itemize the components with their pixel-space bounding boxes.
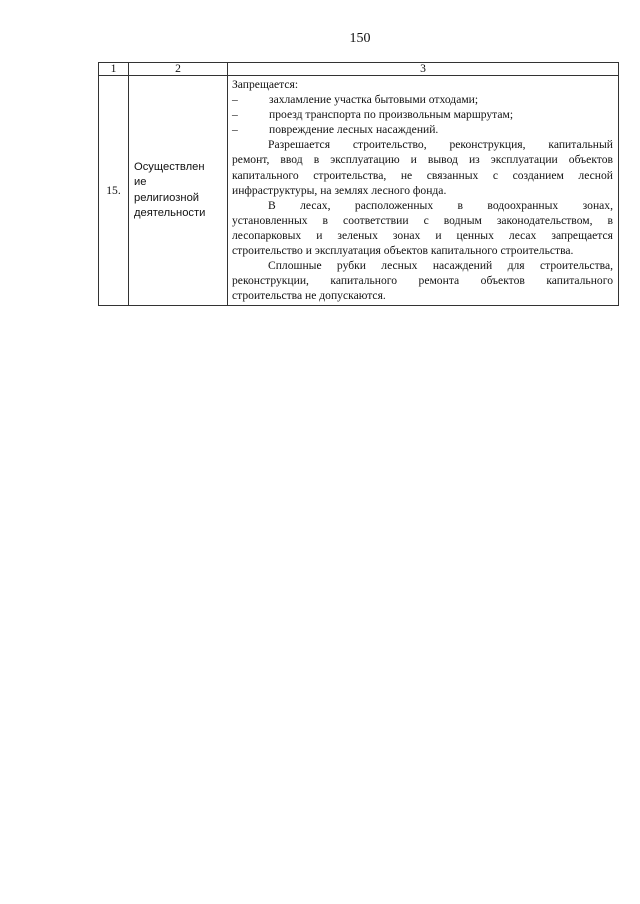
- table-header-row: [99, 63, 619, 76]
- header-col-1: 1: [99, 63, 129, 76]
- list-item-text: проезд транспорта по произвольным маршрутам;: [269, 108, 514, 122]
- list-item-text: захламление участка бытовыми отходами;: [269, 93, 479, 107]
- text-line: установленных в соответствии с водным законодательством, в: [232, 213, 613, 227]
- text-line: ремонт, ввод в эксплуатацию и вывод из эксплуатации объектов: [232, 153, 613, 167]
- activity-line: ие: [134, 176, 147, 189]
- text-line: В лесах, расположенных в водоохранных зонах,: [268, 198, 613, 212]
- page-number: 150: [349, 31, 371, 46]
- list-item-text: повреждение лесных насаждений.: [269, 123, 439, 137]
- text-line: капитального строительства, не связанных с созданием лесной: [232, 168, 613, 182]
- activity-line: религиозной: [134, 191, 200, 204]
- text-line: [232, 122, 613, 137]
- activity-line: деятельности: [134, 207, 206, 220]
- text-line: Сплошные рубки лесных насаждений для строительства,: [268, 259, 613, 273]
- text-line: Запрещается:: [232, 78, 299, 91]
- dash-bullet: –: [232, 108, 238, 122]
- dash-bullet: –: [232, 93, 238, 107]
- text-line: лесопарковых и зеленых зонах и ценных лесах запрещается: [232, 228, 613, 242]
- dash-bullet: –: [232, 123, 238, 137]
- text-line: [232, 92, 613, 107]
- header-col-2: 2: [129, 63, 228, 76]
- header-col-3: 3: [228, 63, 619, 76]
- text-line: Разрешается строительство, реконструкция, капитальный: [268, 138, 613, 152]
- regulations-table: [98, 62, 619, 306]
- activity-cell: [129, 76, 228, 306]
- regulations-cell: [228, 76, 619, 306]
- table-row: [99, 76, 619, 306]
- text-line: инфраструктуры, на землях лесного фонда.: [232, 183, 447, 197]
- activity-line: Осуществлен: [134, 160, 205, 173]
- text-line: реконструкции, капитального ремонта объектов капитального: [232, 274, 613, 288]
- text-line: строительства не допускаются.: [232, 289, 386, 303]
- text-line: строительство и эксплуатация объектов капитального строительства.: [232, 244, 574, 258]
- row-number: 15.: [99, 76, 129, 306]
- text-line: [232, 107, 613, 122]
